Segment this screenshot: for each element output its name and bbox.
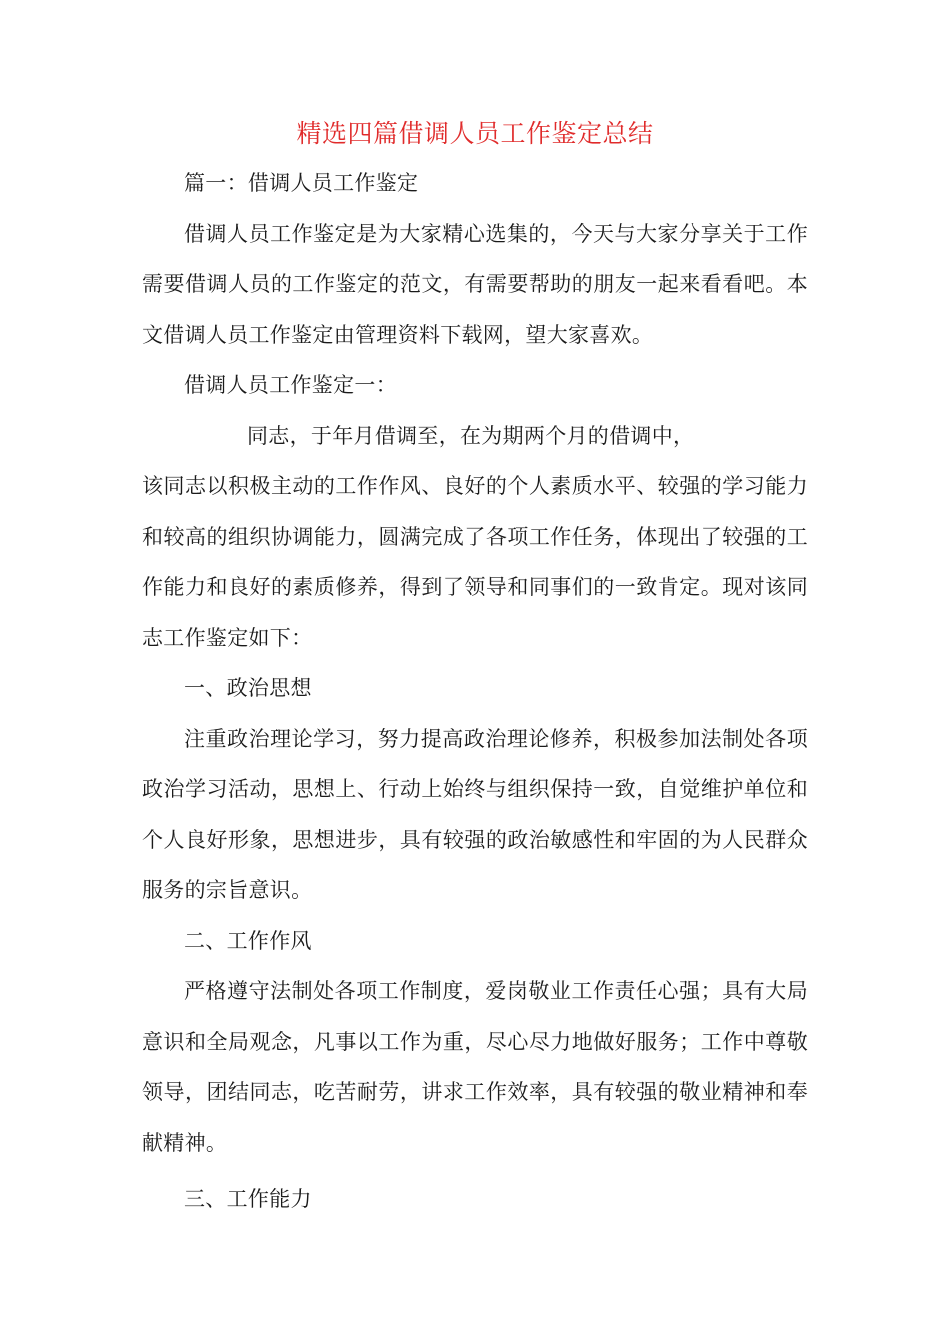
paragraph: 严格遵守法制处各项工作制度，爱岗敬业工作责任心强；具有大局意识和全局观念，凡事以工作为重，尽心尽力地做好服务；工作中尊敬领导，团结同志，吃苦耐劳，讲求工作效率，具有较强的敬业精神和奉献精神。 xyxy=(142,979,808,1155)
paragraph: 借调人员工作鉴定是为大家精心选集的，今天与大家分享关于工作需要借调人员的工作鉴定的范文，有需要帮助的朋友一起来看看吧。本文借调人员工作鉴定由管理资料下载网，望大家喜欢。 xyxy=(142,221,808,347)
section-heading: 一、政治思想 xyxy=(184,676,312,700)
document-title: 精选四篇借调人员工作鉴定总结 xyxy=(296,119,654,148)
paragraph: 注重政治理论学习，努力提高政治理论修养，积极参加法制处各项政治学习活动，思想上、行动上始终与组织保持一致，自觉维护单位和个人良好形象，思想进步，具有较强的政治敏感性和牢固的为人民群众服务的宗旨意识。 xyxy=(142,726,808,902)
section-heading: 二、工作作风 xyxy=(184,928,312,953)
paragraph: 该同志以积极主动的工作作风、良好的个人素质水平、较强的学习能力和较高的组织协调能力，圆满完成了各项工作任务，体现出了较强的工作能力和良好的素质修养，得到了领导和同事们的一致肯定。现对该同志工作鉴定如下： xyxy=(142,474,808,650)
paragraph: 同志，于年月借调至，在为期两个月的借调中， xyxy=(247,423,695,448)
section-heading: 篇一：借调人员工作鉴定 xyxy=(184,171,419,195)
section-heading: 借调人员工作鉴定一： xyxy=(184,373,397,397)
section-heading: 三、工作能力 xyxy=(184,1187,312,1211)
document-body xyxy=(142,158,808,1225)
